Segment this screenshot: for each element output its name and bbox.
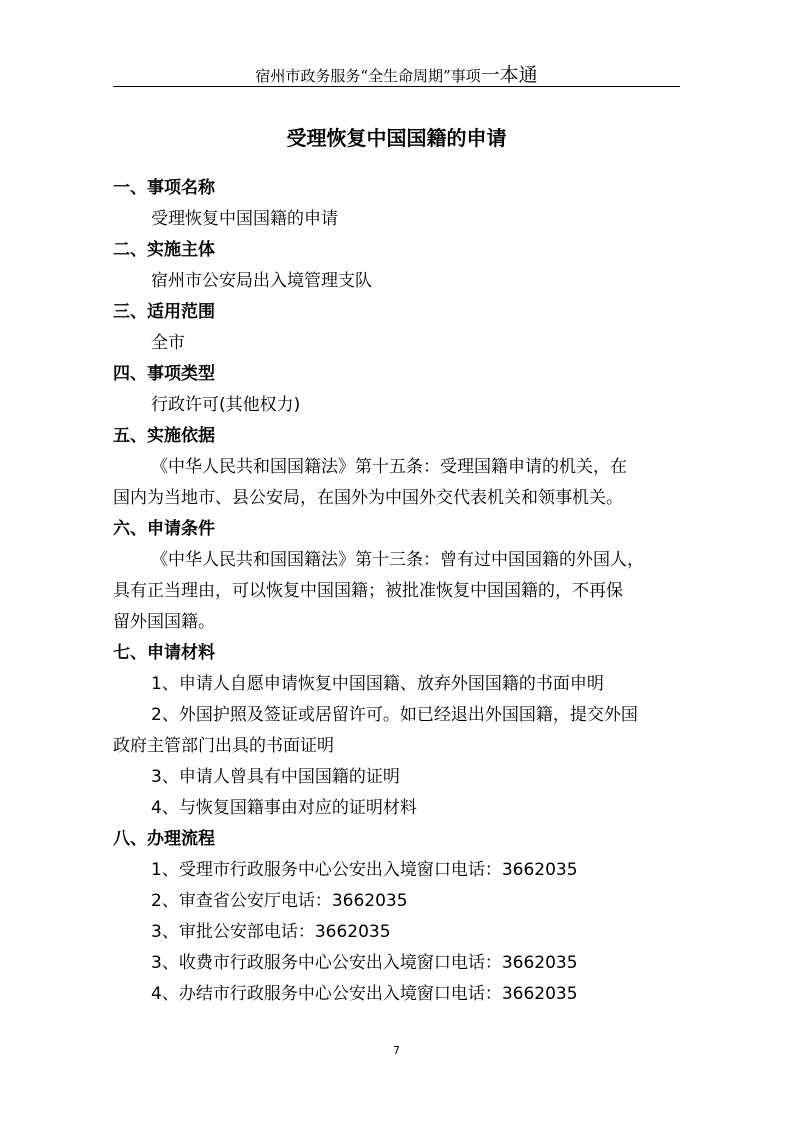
list-item: 3、收费市行政服务中心公安出入境窗口电话：3662035 <box>151 953 578 973</box>
header-rule <box>113 86 680 87</box>
section-text: 具有正当理由，可以恢复中国国籍；被批准恢复中国国籍的，不再保 <box>113 581 623 601</box>
section-heading-materials: 七、申请材料 <box>113 643 215 663</box>
list-item: 4、办结市行政服务中心公安出入境窗口电话：3662035 <box>151 984 578 1004</box>
running-header-title-tail: 一本通 <box>480 64 538 86</box>
section-heading-conditions: 六、申请条件 <box>113 519 215 539</box>
section-heading-item-name: 一、事项名称 <box>113 178 215 198</box>
list-item: 2、审查省公安厅电话：3662035 <box>151 891 408 911</box>
section-text: 全市 <box>151 333 185 353</box>
list-item: 2、外国护照及签证或居留许可。如已经退出外国国籍，提交外国 <box>151 705 638 725</box>
document-body <box>113 173 683 1010</box>
running-header <box>0 60 793 87</box>
list-item-continuation: 政府主管部门出具的书面证明 <box>113 736 334 756</box>
list-item: 4、与恢复国籍事由对应的证明材料 <box>151 798 417 818</box>
section-text: 《中华人民共和国国籍法》第十三条：曾有过中国国籍的外国人， <box>151 550 644 570</box>
document-title: 受理恢复中国国籍的申请 <box>286 126 507 150</box>
list-item: 3、审批公安部电话：3662035 <box>151 922 391 942</box>
section-text: 《中华人民共和国国籍法》第十五条：受理国籍申请的机关，在 <box>151 457 627 477</box>
list-item: 1、申请人自愿申请恢复中国国籍、放弃外国国籍的书面申明 <box>151 674 604 694</box>
list-item: 3、申请人曾具有中国国籍的证明 <box>151 767 400 787</box>
section-heading-process: 八、办理流程 <box>113 829 215 849</box>
section-heading-item-type: 四、事项类型 <box>113 364 215 384</box>
running-header-title: 宿州市政务服务“全生命周期”事项 <box>255 67 481 85</box>
page-number: 7 <box>393 1044 400 1057</box>
section-text: 留外国国籍。 <box>113 612 215 632</box>
section-heading-scope: 三、适用范围 <box>113 302 215 322</box>
section-text: 国内为当地市、县公安局，在国外为中国外交代表机关和领事机关。 <box>113 488 623 508</box>
section-heading-legal-basis: 五、实施依据 <box>113 426 215 446</box>
section-heading-implementing-body: 二、实施主体 <box>113 240 215 260</box>
section-text: 行政许可(其他权力) <box>151 395 301 415</box>
section-text: 宿州市公安局出入境管理支队 <box>151 271 372 291</box>
list-item: 1、受理市行政服务中心公安出入境窗口电话：3662035 <box>151 860 578 880</box>
section-text: 受理恢复中国国籍的申请 <box>151 209 338 229</box>
